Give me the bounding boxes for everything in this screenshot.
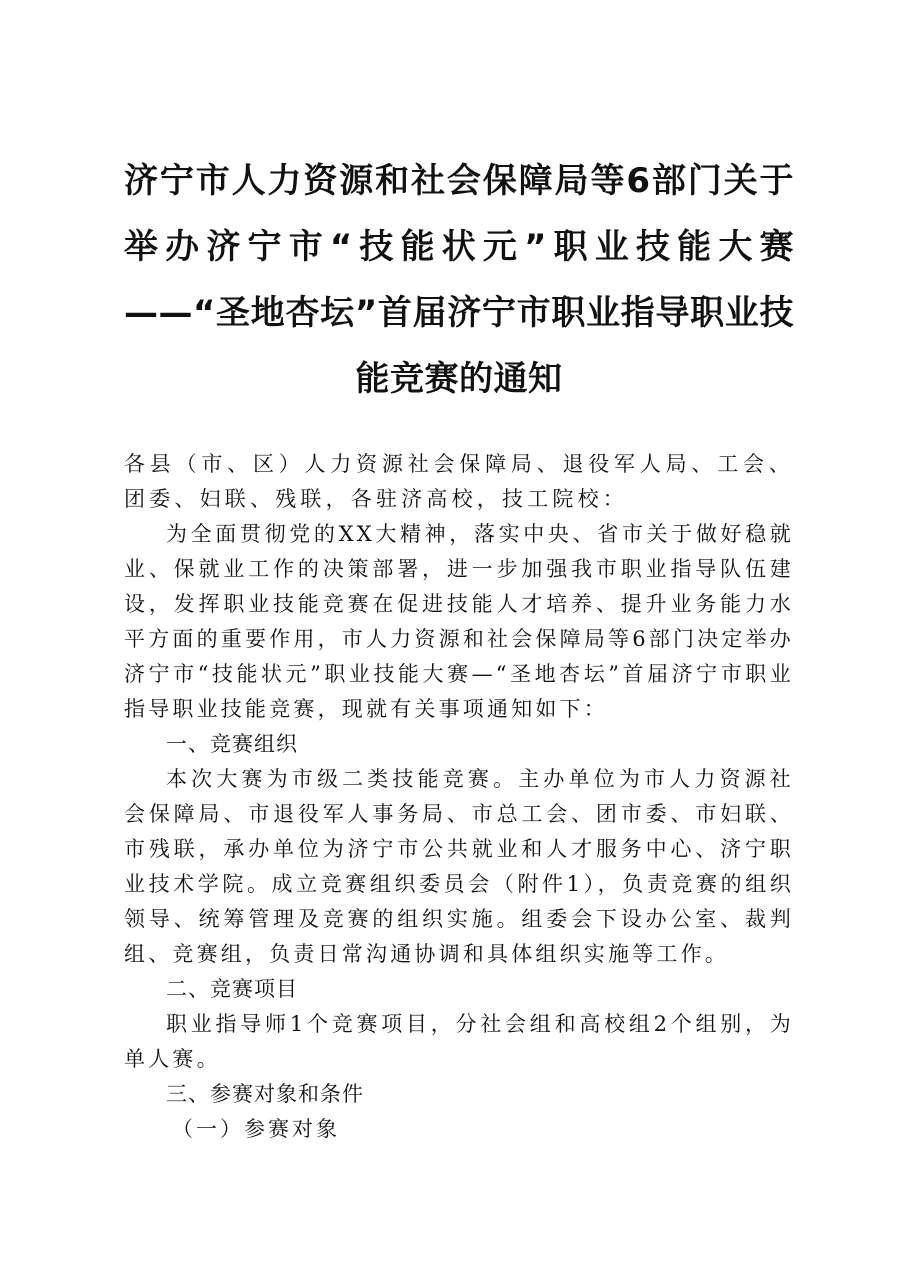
salutation: 各县（市、区）人力资源社会保障局、退役军人局、工会、团委、妇联、残联，各驻济高校，技工院校： — [124, 452, 794, 511]
section-heading-project: 二、竞赛项目 — [166, 977, 298, 1001]
section-text-project: 职业指导师1个竞赛项目，分社会组和高校组2个组别，为单人赛。 — [124, 1012, 794, 1071]
section-heading-participants: 三、参赛对象和条件 — [166, 1082, 364, 1106]
section-heading-organization: 一、竞赛组织 — [166, 732, 298, 756]
subheading-participants: （一）参赛对象 — [172, 1117, 340, 1141]
document-body — [124, 447, 794, 1147]
intro-paragraph: 为全面贯彻党的XX大精神，落实中央、省市关于做好稳就业、保就业工作的决策部署，进一步加强我市职业指导队伍建设，发挥职业技能竞赛在促进技能人才培养、提升业务能力水平方面的重要作用，市人力资源和社会保障局等6部门决定举办济宁市“技能状元”职业技能大赛—“圣地杏坛”首届济宁市职业指导职业技能竞赛，现就有关事项通知如下： — [124, 522, 794, 721]
document-title: 济宁市人力资源和社会保障局等6部门关于举办济宁市“技能状元”职业技能大赛——“圣地杏坛”首届济宁市职业指导职业技能竞赛的通知 — [124, 161, 794, 399]
section-text-organization: 本次大赛为市级二类技能竞赛。主办单位为市人力资源社会保障局、市退役军人事务局、市总工会、团市委、市妇联、市残联，承办单位为济宁市公共就业和人才服务中心、济宁职业技术学院。成立竞赛组织委员会（附件1），负责竞赛的组织领导、统筹管理及竞赛的组织实施。组委会下设办公室、裁判组、竞赛组，负责日常沟通协调和具体组织实施等工作。 — [124, 767, 794, 966]
